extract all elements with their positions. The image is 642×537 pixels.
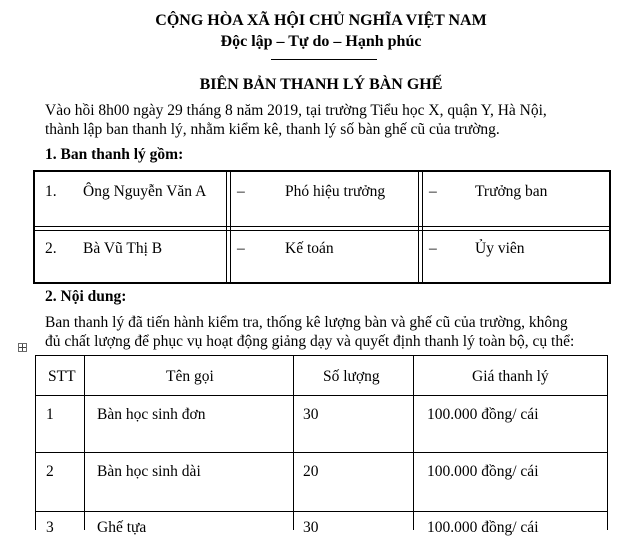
header-name: Tên gọi (166, 368, 214, 385)
content-paragraph (45, 313, 605, 351)
item-quantity: 20 (303, 463, 319, 480)
header-quantity: Số lượng (323, 368, 380, 385)
item-name: Bàn học sinh đơn (97, 406, 206, 423)
member-dash: – (237, 240, 245, 257)
item-name: Ghế tựa (97, 519, 147, 536)
item-price: 100.000 đồng/ cái (427, 519, 539, 536)
item-name: Bàn học sinh dài (97, 463, 201, 480)
item-price: 100.000 đồng/ cái (427, 463, 539, 480)
item-price: 100.000 đồng/ cái (427, 406, 539, 423)
item-stt: 3 (46, 519, 54, 536)
items-table (35, 355, 608, 536)
content-line-2: đủ chất lượng để phục vụ hoạt động giảng dạy và quyết định thanh lý toàn bộ, cụ thể: (45, 333, 575, 350)
table-divider (230, 172, 231, 282)
intro-paragraph (45, 101, 605, 139)
table-divider (36, 511, 607, 512)
intro-line-1: Vào hồi 8h00 ngày 29 tháng 8 năm 2019, tại trường Tiểu học X, quận Y, Hà Nội, (45, 102, 547, 119)
members-table (33, 170, 611, 284)
table-move-handle-icon[interactable] (18, 343, 27, 352)
item-stt: 1 (46, 406, 54, 423)
item-quantity: 30 (303, 406, 319, 423)
table-divider (293, 356, 294, 530)
member-role: Trưởng ban (475, 183, 548, 200)
member-name: Ông Nguyễn Văn A (83, 183, 207, 200)
table-divider (35, 230, 609, 231)
member-name: Bà Vũ Thị B (83, 240, 163, 257)
section-1-heading: 1. Ban thanh lý gồm: (45, 146, 184, 163)
member-number: 1. (45, 183, 57, 200)
item-quantity: 30 (303, 519, 319, 536)
table-divider (226, 172, 227, 282)
item-stt: 2 (46, 463, 54, 480)
motto: Độc lập – Tự do – Hạnh phúc (220, 33, 422, 50)
table-divider (422, 172, 423, 282)
member-position: Phó hiệu trưởng (285, 183, 386, 200)
header-stt: STT (48, 368, 76, 385)
section-2-heading: 2. Nội dung: (45, 288, 127, 305)
member-dash: – (429, 240, 437, 257)
table-divider (413, 356, 414, 530)
member-dash: – (429, 183, 437, 200)
document-title: BIÊN BẢN THANH LÝ BÀN GHẾ (199, 76, 443, 93)
member-dash: – (237, 183, 245, 200)
motto-underline (271, 59, 377, 60)
nation-heading: CỘNG HÒA XÃ HỘI CHỦ NGHĨA VIỆT NAM (155, 12, 487, 29)
table-divider (36, 452, 607, 453)
header-price: Giá thanh lý (472, 368, 549, 385)
member-number: 2. (45, 240, 57, 257)
table-divider (418, 172, 419, 282)
content-line-1: Ban thanh lý đã tiến hành kiểm tra, thống kê lượng bàn và ghế cũ của trường, không (45, 314, 568, 331)
table-divider (35, 226, 609, 227)
member-role: Ủy viên (475, 240, 525, 257)
member-position: Kế toán (285, 240, 334, 257)
table-divider (84, 356, 85, 530)
intro-line-2: thành lập ban thanh lý, nhằm kiểm kê, thanh lý số bàn ghế cũ của trường. (45, 121, 500, 138)
table-divider (36, 395, 607, 396)
